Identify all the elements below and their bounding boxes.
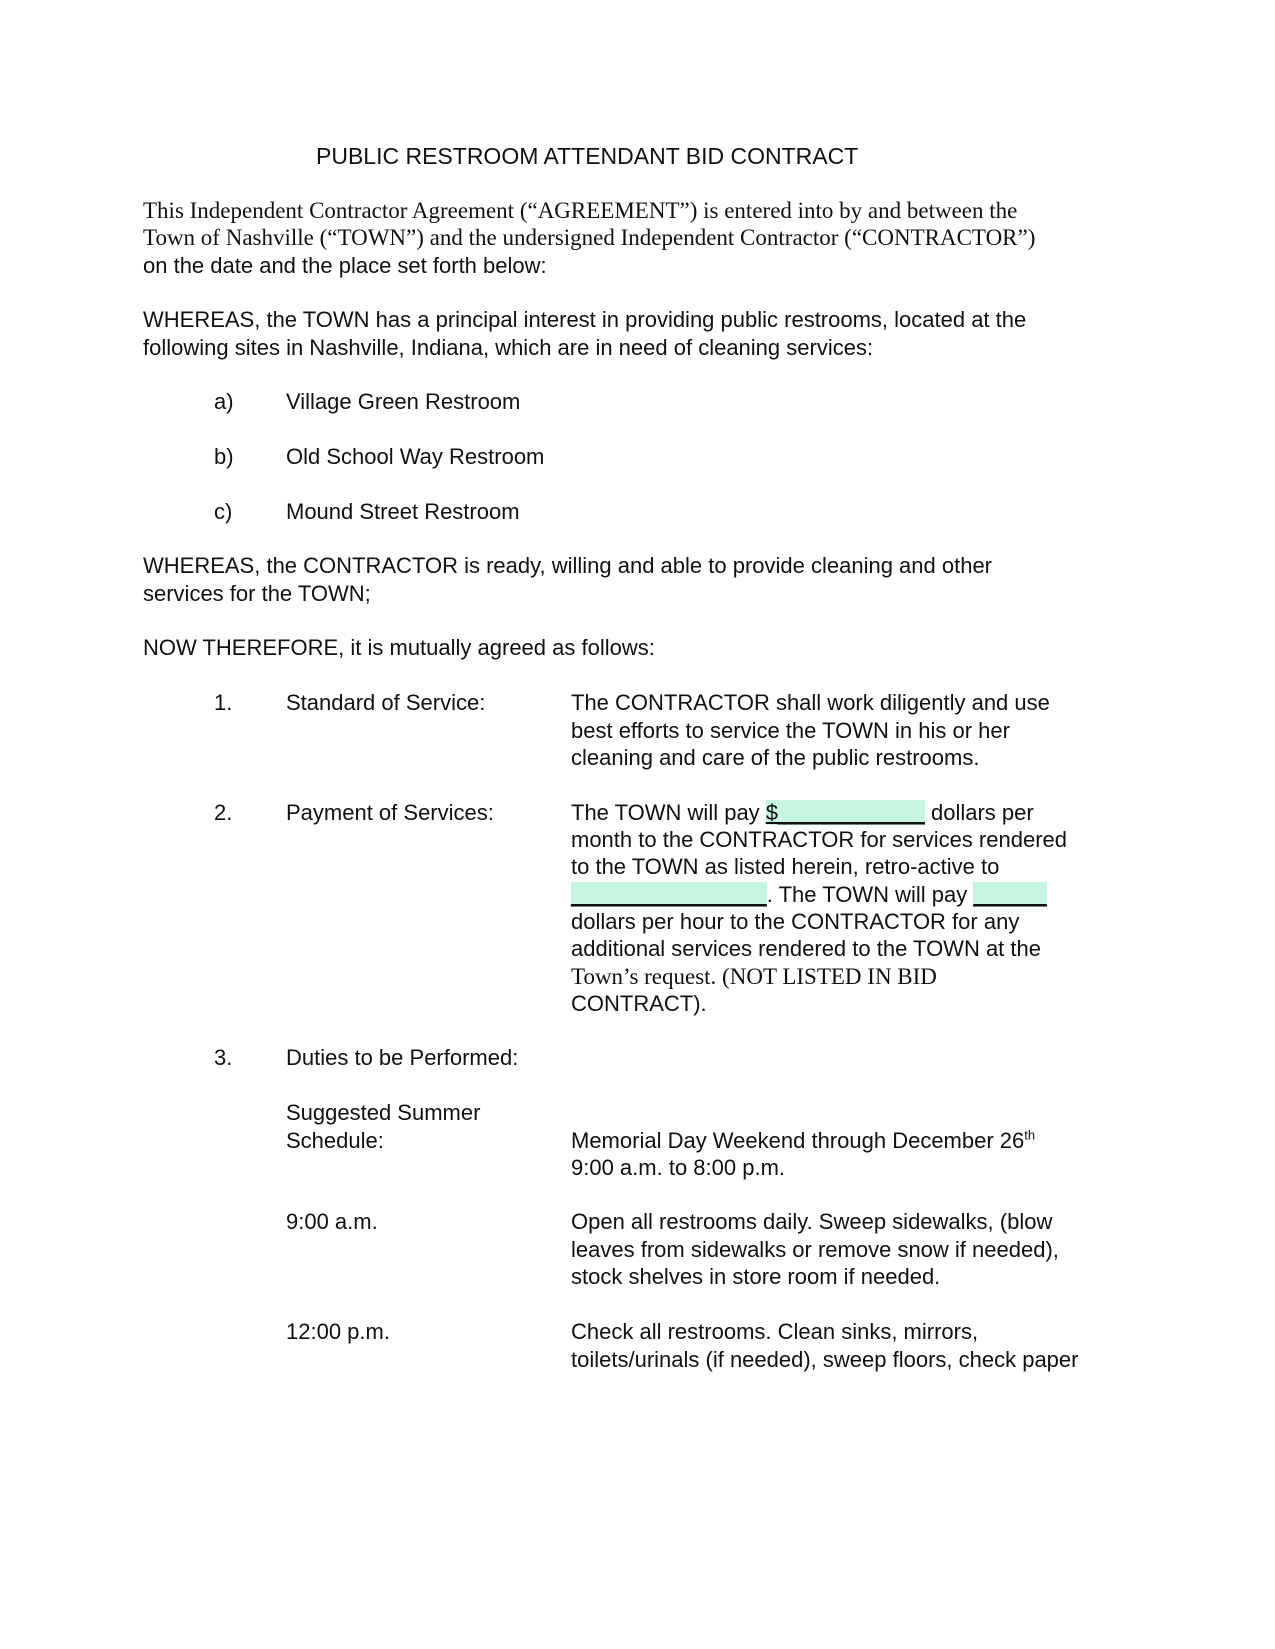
section-1-heading: Standard of Service: <box>286 690 486 715</box>
section-2-text: CONTRACT). <box>571 991 707 1016</box>
site-marker: b) <box>214 444 234 469</box>
now-therefore: NOW THEREFORE, it is mutually agreed as follows: <box>143 635 655 660</box>
section-2-text: dollars per <box>924 800 1034 825</box>
duty-text: Check all restrooms. Clean sinks, mirrors, <box>571 1319 979 1344</box>
section-3-number: 3. <box>214 1045 233 1070</box>
monthly-amount-field[interactable]: $____________ <box>765 800 925 825</box>
duty-text: leaves from sidewalks or remove snow if needed), <box>571 1237 1059 1262</box>
site-marker: c) <box>214 499 233 524</box>
section-2-heading: Payment of Services: <box>286 800 494 825</box>
section-1-text: The CONTRACTOR shall work diligently and use <box>571 690 1050 715</box>
hourly-rate-field[interactable]: ______ <box>973 882 1047 907</box>
site-marker: a) <box>214 389 234 414</box>
retroactive-date-field[interactable]: ________________ <box>571 882 767 907</box>
duty-text: stock shelves in store room if needed. <box>571 1264 941 1289</box>
whereas-1-line-1: WHEREAS, the TOWN has a principal interest in providing public restrooms, located at the <box>143 307 1027 332</box>
site-name: Village Green Restroom <box>286 389 521 414</box>
section-2-text: month to the CONTRACTOR for services rendered <box>571 827 1067 852</box>
schedule-label: Suggested Summer <box>286 1100 481 1125</box>
section-2-text: additional services rendered to the TOWN at the <box>571 936 1041 961</box>
schedule-date-range: Memorial Day Weekend through December 26 <box>571 1128 1025 1153</box>
section-1-number: 1. <box>214 690 233 715</box>
site-name: Mound Street Restroom <box>286 499 520 524</box>
section-3-heading: Duties to be Performed: <box>286 1045 519 1070</box>
schedule-label: Schedule: <box>286 1128 384 1153</box>
section-2-text: Town’s request. (NOT LISTED IN BID <box>571 964 937 989</box>
section-1-text: cleaning and care of the public restrooms. <box>571 745 980 770</box>
section-2-line-1 <box>571 799 1034 827</box>
whereas-2-line-1: WHEREAS, the CONTRACTOR is ready, willing and able to provide cleaning and other <box>143 553 993 578</box>
section-1-text: best efforts to service the TOWN in his or her <box>571 718 1010 743</box>
section-2-line-4 <box>571 881 1047 909</box>
schedule-time: 9:00 a.m. <box>286 1209 378 1234</box>
duty-text: toilets/urinals (if needed), sweep floors, check paper <box>571 1347 1079 1372</box>
intro-line-1: This Independent Contractor Agreement (“AGREEMENT”) is entered into by and between the <box>143 198 1018 223</box>
page-title: PUBLIC RESTROOM ATTENDANT BID CONTRACT <box>316 143 859 169</box>
duty-text: Open all restrooms daily. Sweep sidewalks, (blow <box>571 1209 1053 1234</box>
section-2-number: 2. <box>214 800 233 825</box>
site-name: Old School Way Restroom <box>286 444 545 469</box>
section-2-text: to the TOWN as listed herein, retro-active to <box>571 854 1000 879</box>
schedule-hours: 9:00 a.m. to 8:00 p.m. <box>571 1155 786 1180</box>
ordinal-suffix: th <box>1024 1127 1036 1143</box>
whereas-1-line-2: following sites in Nashville, Indiana, which are in need of cleaning services: <box>143 335 874 360</box>
whereas-2-line-2: services for the TOWN; <box>143 581 371 606</box>
intro-line-2: Town of Nashville (“TOWN”) and the undersigned Independent Contractor (“CONTRACTOR”) <box>143 225 1036 250</box>
section-2-text: . The TOWN will pay <box>766 882 974 907</box>
section-2-text: The TOWN will pay <box>571 800 766 825</box>
schedule-time: 12:00 p.m. <box>286 1319 390 1344</box>
schedule-value <box>571 1127 1035 1155</box>
section-2-text: dollars per hour to the CONTRACTOR for any <box>571 909 1020 934</box>
intro-line-3: on the date and the place set forth below: <box>143 253 547 278</box>
